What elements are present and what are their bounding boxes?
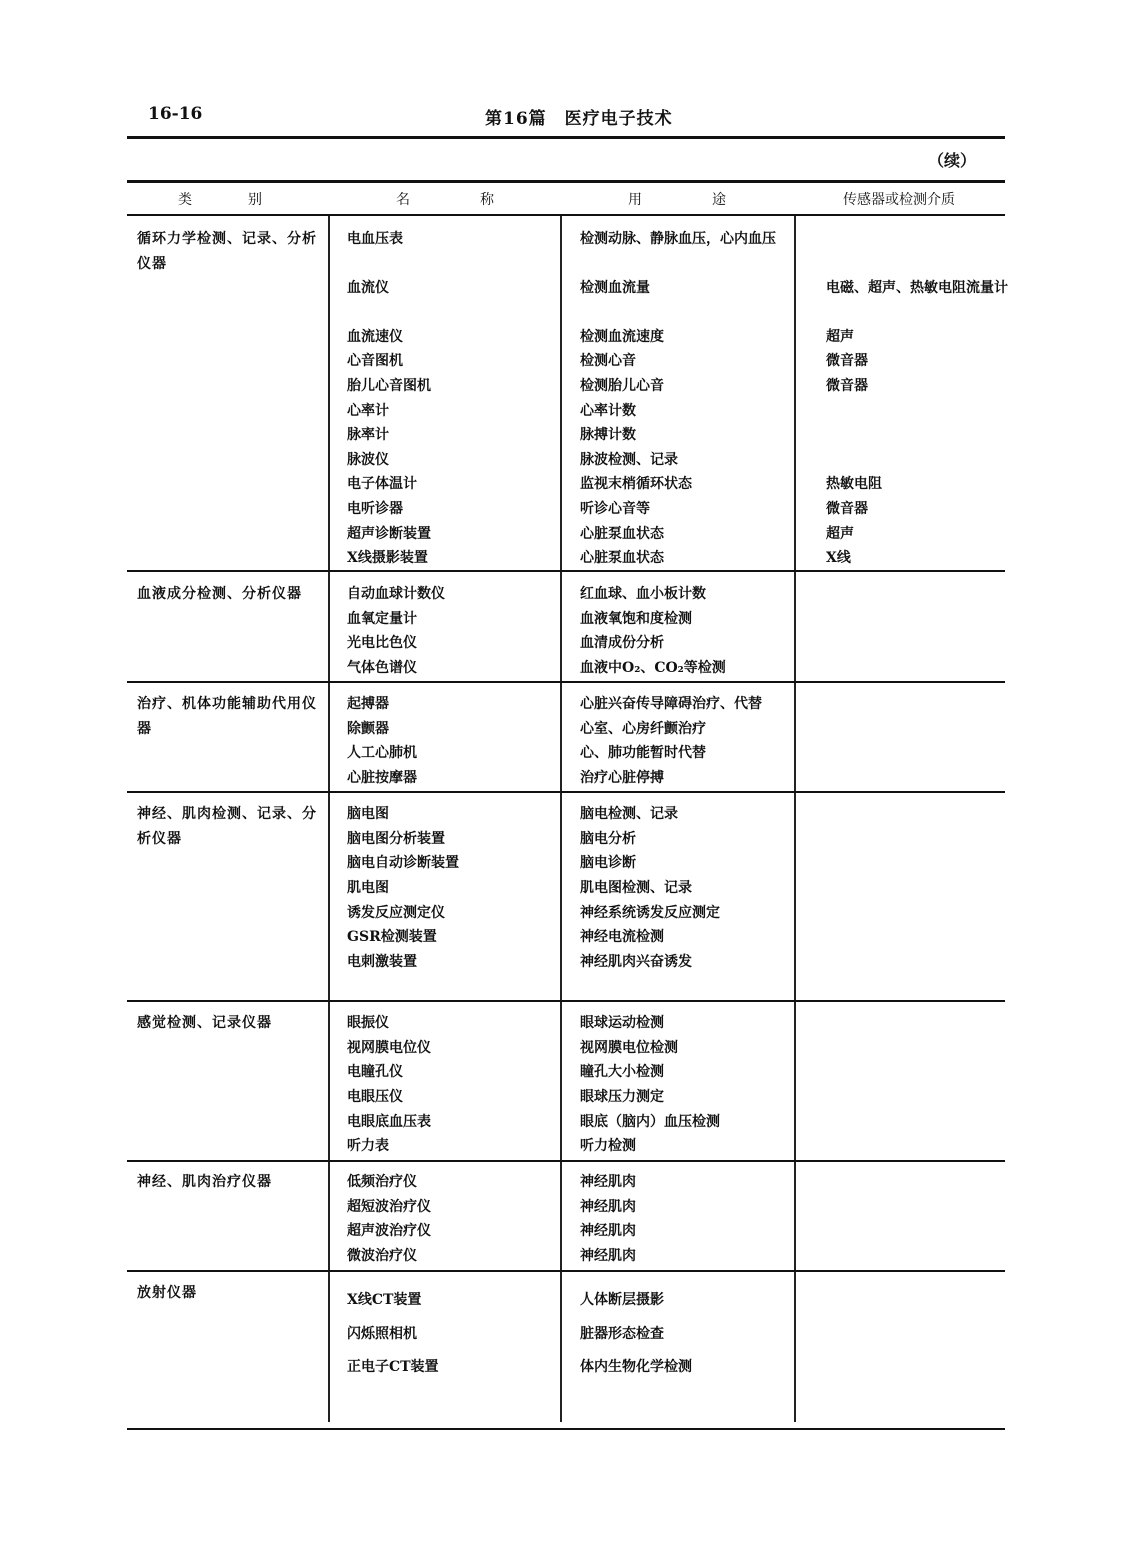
category-label: 神经、肌肉治疗仪器	[137, 1174, 272, 1190]
instrument-name: 血流仪	[347, 280, 389, 296]
instrument-use: 神经电流检测	[580, 929, 664, 945]
instrument-name: 正电子CT装置	[347, 1359, 439, 1375]
instrument-use: 检测动脉、静脉血压，心内血压	[580, 231, 776, 247]
instrument-name: 低频治疗仪	[347, 1174, 417, 1190]
group-separator	[127, 1160, 1005, 1162]
instrument-use: 红血球、血小板计数	[580, 586, 706, 602]
instrument-use: 视网膜电位检测	[580, 1040, 678, 1056]
instrument-name: 光电比色仪	[347, 635, 417, 651]
instrument-use: 监视末梢循环状态	[580, 476, 692, 492]
instrument-use: 检测心音	[580, 353, 636, 369]
instrument-use: 心脏泵血状态	[580, 526, 664, 542]
column-divider	[794, 1272, 796, 1422]
instrument-use: 心、肺功能暂时代替	[580, 745, 706, 761]
category-label: 血液成分检测、分析仪器	[137, 586, 302, 602]
instrument-use: 肌电图检测、记录	[580, 880, 692, 896]
instrument-name: 脉波仪	[347, 452, 389, 468]
instrument-use: 检测血流量	[580, 280, 650, 296]
instrument-use: 神经肌肉	[580, 1248, 636, 1264]
instrument-use: 听力检测	[580, 1138, 636, 1154]
instrument-name: 脑电图	[347, 806, 389, 822]
category-label: 感觉检测、记录仪器	[137, 1015, 272, 1031]
column-divider	[794, 683, 796, 791]
category-label: 放射仪器	[137, 1285, 197, 1301]
column-divider	[794, 1002, 796, 1160]
instrument-use: 眼球压力测定	[580, 1089, 664, 1105]
column-divider	[328, 1272, 330, 1422]
column-divider	[794, 1162, 796, 1270]
instrument-name: 脑电图分析装置	[347, 831, 445, 847]
column-divider	[794, 793, 796, 1000]
instrument-use: 治疗心脏停搏	[580, 770, 664, 786]
instrument-name: X线CT装置	[347, 1292, 422, 1308]
instrument-name: 视网膜电位仪	[347, 1040, 431, 1056]
instrument-use: 眼球运动检测	[580, 1015, 664, 1031]
sensor-medium: 热敏电阻	[826, 476, 882, 492]
instrument-use: 检测胎儿心音	[580, 378, 664, 394]
instrument-name: 电子体温计	[347, 476, 417, 492]
header-bottom-rule	[127, 214, 1005, 216]
table-top-rule	[127, 180, 1005, 183]
instrument-use: 血液氧饱和度检测	[580, 611, 692, 627]
running-title: 第16篇 医疗电子技术	[485, 109, 673, 129]
instrument-use: 人体断层摄影	[580, 1292, 664, 1308]
instrument-name: GSR检测装置	[347, 929, 437, 945]
instrument-use: 神经肌肉	[580, 1223, 636, 1239]
group-separator	[127, 681, 1005, 683]
column-header-name: 名 称	[396, 192, 494, 208]
header-rule	[127, 136, 1005, 139]
instrument-use: 血液中O₂、CO₂等检测	[580, 660, 726, 676]
instrument-use: 心脏泵血状态	[580, 550, 664, 566]
column-header-category: 类 别	[178, 192, 262, 208]
instrument-name: 微波治疗仪	[347, 1248, 417, 1264]
instrument-name: 胎儿心音图机	[347, 378, 431, 394]
instrument-name: 电血压表	[347, 231, 403, 247]
column-divider	[560, 216, 562, 570]
instrument-use: 体内生物化学检测	[580, 1359, 692, 1375]
instrument-use: 心室、心房纤颤治疗	[580, 721, 706, 737]
column-divider	[560, 793, 562, 1000]
column-divider	[560, 572, 562, 681]
instrument-name: 自动血球计数仪	[347, 586, 445, 602]
instrument-name: 超声波治疗仪	[347, 1223, 431, 1239]
instrument-name: 血氧定量计	[347, 611, 417, 627]
instrument-use: 瞳孔大小检测	[580, 1064, 664, 1080]
column-divider	[328, 1162, 330, 1270]
instrument-name: 起搏器	[347, 696, 389, 712]
column-divider	[328, 683, 330, 791]
instrument-use: 听诊心音等	[580, 501, 650, 517]
column-divider	[560, 1162, 562, 1270]
continued-label: （续）	[928, 151, 977, 170]
instrument-name: 超声诊断装置	[347, 526, 431, 542]
category-label: 神经、肌肉检测、记录、分析仪器	[137, 806, 317, 847]
instrument-use: 检测血流速度	[580, 329, 664, 345]
instrument-use: 心脏兴奋传导障碍治疗、代替	[580, 696, 762, 712]
sensor-medium: 电磁、超声、热敏电阻流量计	[826, 280, 1008, 296]
instrument-use: 血清成份分析	[580, 635, 664, 651]
instrument-name: 电眼压仪	[347, 1089, 403, 1105]
instrument-name: 肌电图	[347, 880, 389, 896]
instrument-use: 神经系统诱发反应测定	[580, 905, 720, 921]
instrument-use: 脉搏计数	[580, 427, 636, 443]
column-divider	[560, 683, 562, 791]
group-separator	[127, 1000, 1005, 1002]
instrument-use: 脑电诊断	[580, 855, 636, 871]
column-header-sensor: 传感器或检测介质	[843, 192, 955, 208]
column-divider	[794, 216, 796, 570]
instrument-name: 心率计	[347, 403, 389, 419]
instrument-name: 超短波治疗仪	[347, 1199, 431, 1215]
instrument-name: 心音图机	[347, 353, 403, 369]
instrument-name: 心脏按摩器	[347, 770, 417, 786]
column-divider	[560, 1272, 562, 1422]
instrument-use: 神经肌肉兴奋诱发	[580, 954, 692, 970]
sensor-medium: 超声	[826, 329, 854, 345]
sensor-medium: 微音器	[826, 378, 868, 394]
sensor-medium: 超声	[826, 526, 854, 542]
instrument-name: 诱发反应测定仪	[347, 905, 445, 921]
instrument-name: 脑电自动诊断装置	[347, 855, 459, 871]
column-divider	[328, 572, 330, 681]
sensor-medium: 微音器	[826, 353, 868, 369]
category-label: 循环力学检测、记录、分析仪器	[137, 231, 317, 272]
instrument-name: X线摄影装置	[347, 550, 428, 566]
instrument-use: 神经肌肉	[580, 1199, 636, 1215]
instrument-name: 电眼底血压表	[347, 1114, 431, 1130]
instrument-name: 电听诊器	[347, 501, 403, 517]
table-bottom-rule	[127, 1428, 1005, 1430]
instrument-use: 心率计数	[580, 403, 636, 419]
group-separator	[127, 570, 1005, 572]
group-separator	[127, 1270, 1005, 1272]
column-header-use: 用 途	[628, 192, 726, 208]
group-separator	[127, 791, 1005, 793]
instrument-use: 脉波检测、记录	[580, 452, 678, 468]
column-divider	[328, 216, 330, 570]
instrument-name: 血流速仪	[347, 329, 403, 345]
category-label: 治疗、机体功能辅助代用仪器	[137, 696, 317, 737]
instrument-name: 闪烁照相机	[347, 1326, 417, 1342]
instrument-name: 眼振仪	[347, 1015, 389, 1031]
instrument-name: 气体色谱仪	[347, 660, 417, 676]
column-divider	[794, 572, 796, 681]
column-divider	[560, 1002, 562, 1160]
instrument-name: 除颤器	[347, 721, 389, 737]
column-divider	[328, 1002, 330, 1160]
instrument-name: 脉率计	[347, 427, 389, 443]
instrument-use: 脑电分析	[580, 831, 636, 847]
instrument-use: 眼底（脑内）血压检测	[580, 1114, 720, 1130]
instrument-name: 听力表	[347, 1138, 389, 1154]
instrument-name: 电瞳孔仪	[347, 1064, 403, 1080]
instrument-name: 人工心肺机	[347, 745, 417, 761]
instrument-name: 电刺激装置	[347, 954, 417, 970]
page-number: 16-16	[148, 104, 203, 124]
instrument-use: 神经肌肉	[580, 1174, 636, 1190]
column-divider	[328, 793, 330, 1000]
sensor-medium: 微音器	[826, 501, 868, 517]
instrument-use: 脑电检测、记录	[580, 806, 678, 822]
instrument-use: 脏器形态检查	[580, 1326, 664, 1342]
sensor-medium: X线	[826, 550, 851, 566]
